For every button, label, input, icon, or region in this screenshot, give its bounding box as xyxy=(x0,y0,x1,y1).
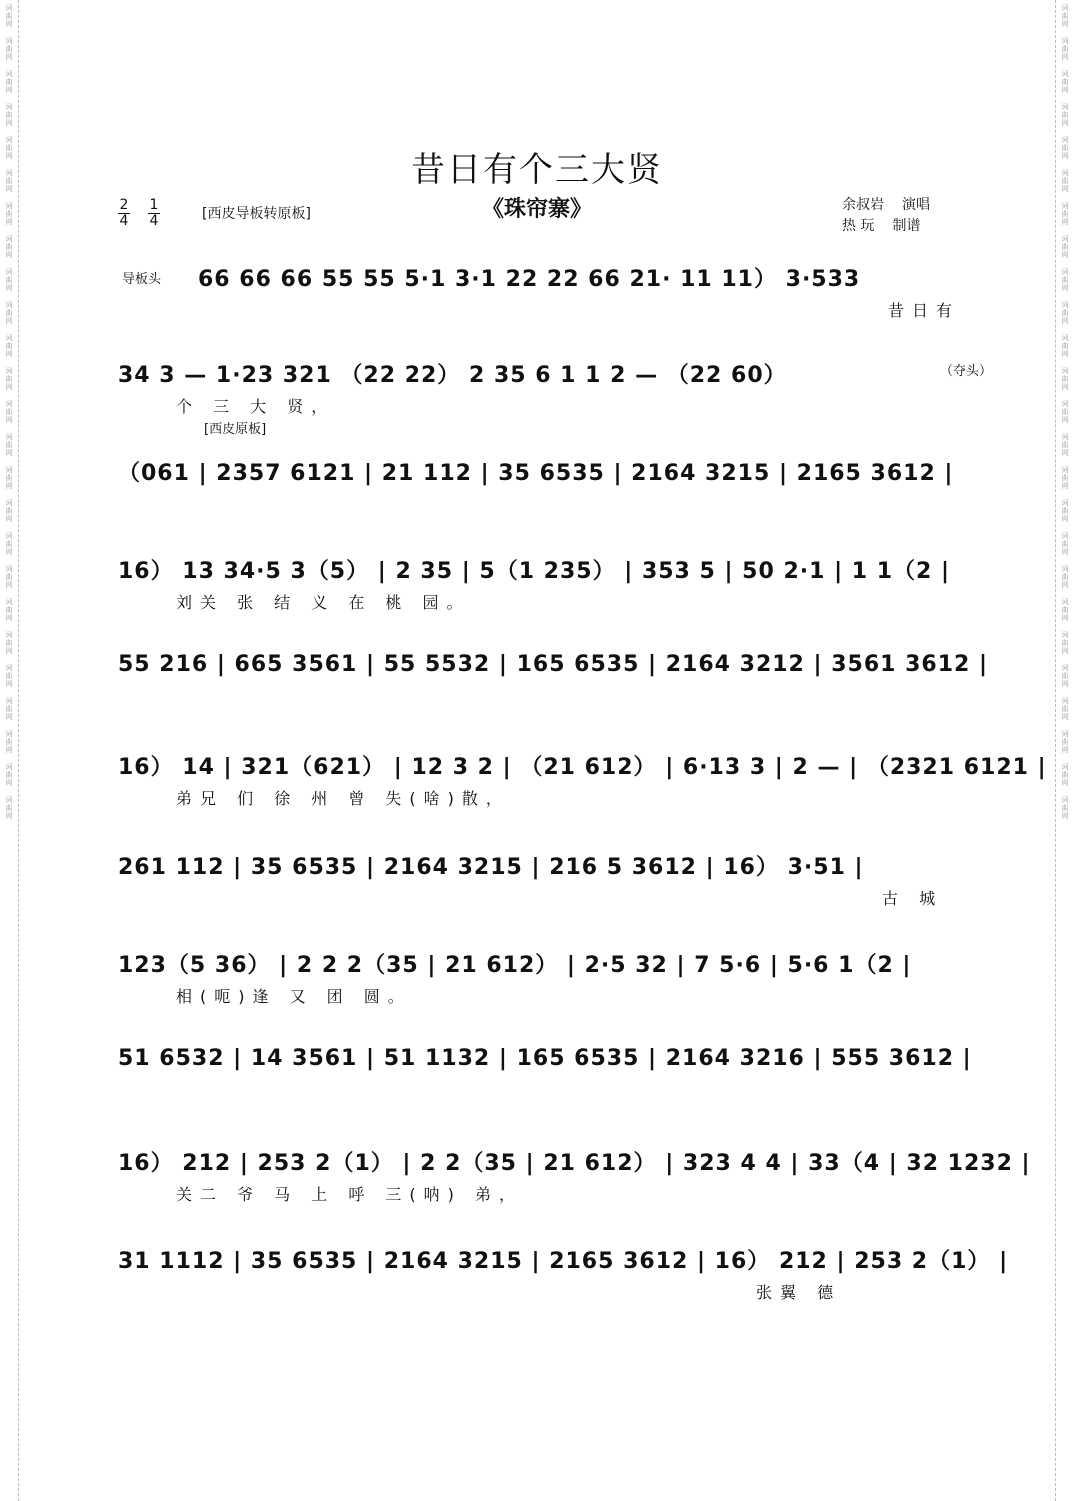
notation-line: 16） 212 | 253 2（1） | 2 2（35 | 21 612） | 323 4 4 | 33（4 | 32 1232 | xyxy=(118,1151,1031,1176)
border-glyph: 词曲网 xyxy=(1061,103,1069,127)
border-glyph: 词曲网 xyxy=(1061,664,1069,688)
line-label: （夺头） xyxy=(940,364,993,379)
border-glyph: 词曲网 xyxy=(1061,499,1069,523)
border-glyph: 词曲网 xyxy=(5,499,13,523)
notation-line: （061 | 2357 6121 | 21 112 | 35 6535 | 2164 3215 | 2165 3612 | xyxy=(118,461,954,486)
border-glyph: 词曲网 xyxy=(1061,697,1069,721)
border-glyph: 词曲网 xyxy=(1061,631,1069,655)
meter-2-top: 1 xyxy=(149,197,159,213)
border-glyph: 词曲网 xyxy=(1061,367,1069,391)
border-glyph: 词曲网 xyxy=(5,37,13,61)
notation-line: 66 66 66 55 55 5·1 3·1 22 22 66 21· 11 11） 3·533 xyxy=(198,267,861,292)
border-glyph: 词曲网 xyxy=(1061,796,1069,820)
section-label: [西皮原板] xyxy=(204,422,267,437)
border-glyph: 词曲网 xyxy=(5,796,13,820)
notation-line: 31 1112 | 35 6535 | 2164 3215 | 2165 3612 | 16） 212 | 253 2（1） | xyxy=(118,1249,1009,1274)
notation-line: 261 112 | 35 6535 | 2164 3215 | 216 5 3612 | 16） 3·51 | xyxy=(118,855,864,880)
border-glyph: 词曲网 xyxy=(1061,334,1069,358)
notation-line: 51 6532 | 14 3561 | 51 1132 | 165 6535 | 2164 3216 | 555 3612 | xyxy=(118,1046,972,1071)
border-glyph: 词曲网 xyxy=(1061,565,1069,589)
lyric-line: 昔日有 xyxy=(888,301,961,320)
lyric-line: 张翼 德 xyxy=(756,1283,842,1302)
lyric-line: 弟兄 们 徐 州 曾 失(啥)散， xyxy=(176,789,510,808)
notation-line: 34 3 — 1·23 321 （22 22） 2 35 6 1 1 2 — （22 60） xyxy=(118,363,787,388)
border-glyph: 词曲网 xyxy=(5,367,13,391)
border-glyph: 词曲网 xyxy=(1061,400,1069,424)
border-glyph: 词曲网 xyxy=(5,169,13,193)
lyric-line: 关二 爷 马 上 呼 三(呐) 弟， xyxy=(176,1185,524,1204)
border-glyph: 词曲网 xyxy=(5,268,13,292)
border-glyph: 词曲网 xyxy=(1061,433,1069,457)
border-glyph: 词曲网 xyxy=(1061,268,1069,292)
transcriber-credit xyxy=(842,215,920,235)
meter-1-bottom: 4 xyxy=(119,213,129,229)
song-title: 昔日有个三大贤 xyxy=(411,150,663,190)
meter-2-bottom: 4 xyxy=(149,213,159,229)
performer-credit xyxy=(842,194,930,214)
border-glyph: 词曲网 xyxy=(5,433,13,457)
border-glyph: 词曲网 xyxy=(1061,532,1069,556)
border-glyph: 词曲网 xyxy=(5,400,13,424)
border-glyph: 词曲网 xyxy=(5,598,13,622)
border-glyph: 词曲网 xyxy=(1061,301,1069,325)
lyric-line: 刘关 张 结 义 在 桃 园。 xyxy=(176,593,471,612)
lyric-line: 相(呃)逢 又 团 圆。 xyxy=(176,987,412,1006)
border-glyph: 词曲网 xyxy=(1061,235,1069,259)
border-glyph: 词曲网 xyxy=(5,202,13,226)
lyric-line: 个 三 大 贤， xyxy=(176,397,336,416)
border-glyph: 词曲网 xyxy=(1061,37,1069,61)
border-glyph: 词曲网 xyxy=(5,697,13,721)
notation-line: 16） 14 | 321（621） | 12 3 2 | （21 612） | 6·13 3 | 2 — | （2321 6121 | xyxy=(118,755,1047,780)
border-glyph: 词曲网 xyxy=(5,136,13,160)
border-glyph: 词曲网 xyxy=(5,4,13,28)
tempo-note: [西皮导板转原板] xyxy=(202,206,311,222)
border-glyph: 词曲网 xyxy=(5,565,13,589)
border-glyph: 词曲网 xyxy=(5,301,13,325)
border-glyph: 词曲网 xyxy=(1061,169,1069,193)
border-glyph: 词曲网 xyxy=(1061,70,1069,94)
border-glyph: 词曲网 xyxy=(1061,466,1069,490)
border-glyph: 词曲网 xyxy=(1061,4,1069,28)
time-signature-1 xyxy=(118,198,130,229)
transcriber-role: 制谱 xyxy=(892,218,921,234)
meter-1-top: 2 xyxy=(119,197,129,213)
border-glyph: 词曲网 xyxy=(5,466,13,490)
left-border xyxy=(0,0,19,1501)
notation-line: 123（5 36） | 2 2 2（35 | 21 612） | 2·5 32 | 7 5·6 | 5·6 1（2 | xyxy=(118,953,912,978)
border-glyph: 词曲网 xyxy=(5,334,13,358)
time-signature-2 xyxy=(148,198,160,229)
border-glyph: 词曲网 xyxy=(5,70,13,94)
border-glyph: 词曲网 xyxy=(5,235,13,259)
notation-line: 16） 13 34·5 3（5） | 2 35 | 5（1 235） | 353 5 | 50 2·1 | 1 1（2 | xyxy=(118,559,951,584)
border-glyph: 词曲网 xyxy=(5,730,13,754)
border-glyph: 词曲网 xyxy=(1061,202,1069,226)
transcriber-name: 热 玩 xyxy=(842,218,875,234)
border-glyph: 词曲网 xyxy=(1061,763,1069,787)
border-glyph: 词曲网 xyxy=(5,103,13,127)
line-label: 导板头 xyxy=(122,272,162,287)
border-glyph: 词曲网 xyxy=(5,532,13,556)
border-glyph: 词曲网 xyxy=(1061,598,1069,622)
right-border xyxy=(1055,0,1074,1501)
performer-role: 演唱 xyxy=(902,197,930,213)
border-glyph: 词曲网 xyxy=(5,763,13,787)
performer-name: 余叔岩 xyxy=(842,197,884,213)
border-glyph: 词曲网 xyxy=(5,631,13,655)
border-glyph: 词曲网 xyxy=(5,664,13,688)
lyric-line: 古 城 xyxy=(882,889,944,908)
border-glyph: 词曲网 xyxy=(1061,136,1069,160)
opera-subtitle: 《珠帘寨》 xyxy=(481,196,592,222)
notation-line: 55 216 | 665 3561 | 55 5532 | 165 6535 | 2164 3212 | 3561 3612 | xyxy=(118,652,989,677)
border-glyph: 词曲网 xyxy=(1061,730,1069,754)
